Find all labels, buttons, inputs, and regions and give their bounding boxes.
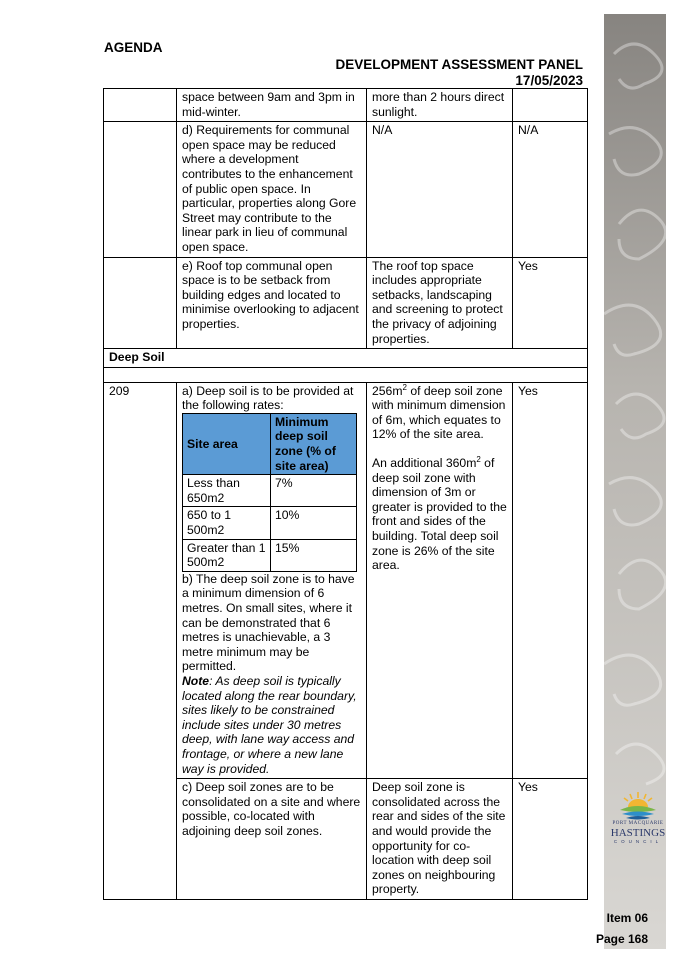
- page-number: Page 168: [595, 932, 648, 946]
- requirement-cell: d) Requirements for communal open space may be reduced where a development contributes to the enhancement of public open space. In particular, properties along Gore Street may contribute to the linear park in lieu of communal open space.: [177, 122, 367, 257]
- clause-cell: [104, 89, 177, 122]
- rates-pct: 7%: [271, 475, 357, 507]
- spacer-cell: [104, 367, 588, 382]
- section-title: Deep Soil: [104, 349, 588, 368]
- rates-pct: 10%: [271, 507, 357, 539]
- logo-line-3: COUNCIL: [613, 839, 663, 844]
- note-text: : As deep soil is typically located along the rear boundary, sites likely to be constrained include sites under 30 metres deep, with lane way access and frontage, or where a new lane way is provided.: [182, 673, 357, 776]
- requirement-b: b) The deep soil zone is to have a minimum dimension of 6 metres. On small sites, where it can be demonstrated that 6 metres is unachievable, a 3 metre minimum may be permitted.: [182, 571, 355, 674]
- table-row: [104, 779, 588, 900]
- compliance-cell: [513, 89, 588, 122]
- section-header-row: [104, 349, 588, 368]
- assessment-table: [103, 88, 588, 900]
- response-para-2: An additional $360m^2$ of deep soil zone with dimension of 3m or greater is provided to the front and sides of the building. Total deep soil zone is 26% of the site area.: [372, 455, 507, 573]
- council-logo: [606, 788, 670, 846]
- item-number: Item 06: [606, 911, 648, 925]
- clause-cell: 209: [104, 382, 177, 899]
- response-cell: [367, 382, 513, 778]
- meeting-date: 17/05/2023: [515, 73, 583, 88]
- compliance-cell: Yes: [513, 382, 588, 778]
- note-label: Note: [182, 673, 210, 688]
- logo-emblem-icon: [606, 788, 670, 822]
- agenda-heading: AGENDA: [104, 40, 163, 55]
- compliance-cell: Yes: [513, 257, 588, 349]
- rates-header-site-area: Site area: [183, 413, 271, 474]
- response-cell: more than 2 hours direct sunlight.: [367, 89, 513, 122]
- rates-header-minimum: Minimum deep soil zone (% of site area): [271, 413, 357, 474]
- requirement-cell: e) Roof top communal open space is to be setback from building edges and located to minimise overlooking to adjacent properties.: [177, 257, 367, 349]
- table-row: [104, 122, 588, 257]
- section-spacer-row: [104, 367, 588, 382]
- response-cell: The roof top space includes appropriate setbacks, landscaping and screening to protect the privacy of adjoining properties.: [367, 257, 513, 349]
- response-cell: Deep soil zone is consolidated across the rear and sides of the site and would provide the opportunity for co-location with deep soil zones on neighbouring property.: [367, 779, 513, 900]
- requirement-note: [182, 674, 361, 776]
- clause-cell: [104, 122, 177, 257]
- table-row: [104, 257, 588, 349]
- response-para-1: $256m^2$ of deep soil zone with minimum dimension of 6m, which equates to 12% of the site area.: [372, 382, 506, 442]
- rates-row: [183, 539, 357, 571]
- panel-heading: DEVELOPMENT ASSESSMENT PANEL: [335, 57, 583, 72]
- deep-soil-rates-table: [182, 413, 357, 572]
- table-row: [104, 89, 588, 122]
- rates-site: 650 to 1 500m2: [183, 507, 271, 539]
- compliance-cell: Yes: [513, 779, 588, 900]
- logo-line-1: PORT MACQUARIE: [612, 821, 664, 826]
- requirement-cell: c) Deep soil zones are to be consolidated on a site and where possible, co-located with adjoining deep soil zones.: [177, 779, 367, 900]
- rates-site: Less than 650m2: [183, 475, 271, 507]
- rates-pct: 15%: [271, 539, 357, 571]
- requirement-cell: space between 9am and 3pm in mid-winter.: [177, 89, 367, 122]
- logo-line-2: HASTINGS: [610, 827, 666, 839]
- clause-cell: [104, 257, 177, 349]
- table-row: [104, 382, 588, 778]
- response-cell: N/A: [367, 122, 513, 257]
- rates-site: Greater than 1 500m2: [183, 539, 271, 571]
- rates-row: [183, 475, 357, 507]
- requirement-cell: [177, 382, 367, 778]
- rates-row: [183, 507, 357, 539]
- requirement-a: a) Deep soil is to be provided at the following rates:: [182, 383, 354, 413]
- compliance-cell: N/A: [513, 122, 588, 257]
